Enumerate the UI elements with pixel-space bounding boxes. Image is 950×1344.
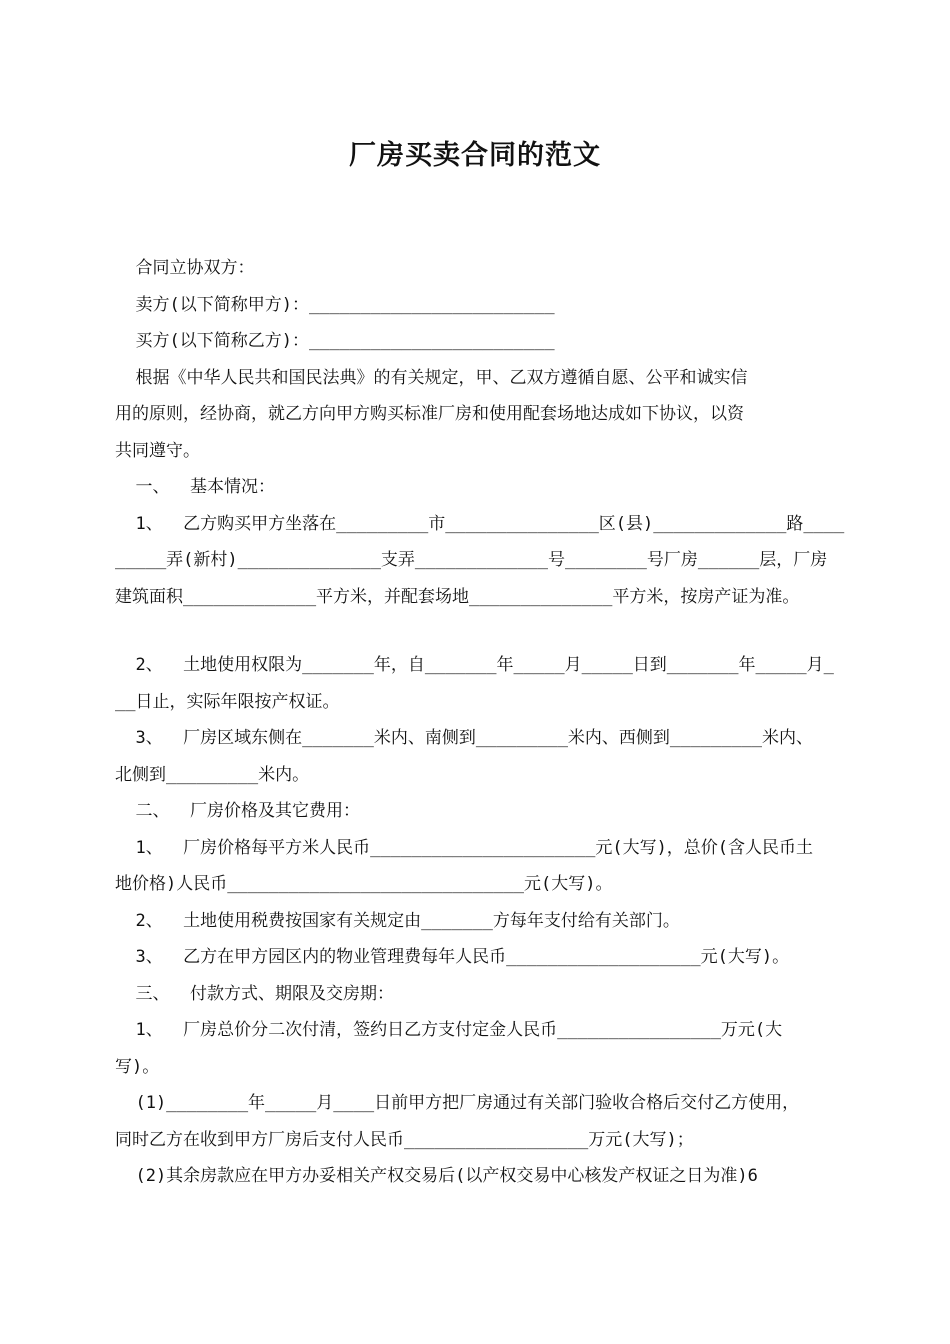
text-line: 1、 厂房总价分二次付清，签约日乙方支付定金人民币________________万元(大 — [115, 1020, 783, 1040]
text-line: 3、 厂房区域东侧在_______米内、南侧到_________米内、西侧到_________米内、 — [115, 728, 814, 748]
text-line: 合同立协双方： — [115, 258, 255, 278]
text-line: 3、 乙方在甲方园区内的物业管理费每年人民币___________________元(大写)。 — [115, 947, 790, 967]
text-line: 建筑面积_____________平方米，并配套场地______________平方米，按房产证为准。 — [115, 586, 800, 607]
text-line: 三、 付款方式、期限及交房期： — [115, 983, 394, 1004]
document-body — [115, 250, 845, 1195]
paragraph-gap — [115, 615, 845, 647]
text-line: 根据《中华人民共和国民法典》的有关规定，甲、乙双方遵循自愿、公平和诚实信 — [115, 367, 748, 388]
text-line: (2)其余房款应在甲方办妥相关产权交易后(以产权交易中心核发产权证之日为准)6 — [115, 1166, 758, 1186]
text-line: __日止，实际年限按产权证。 — [115, 691, 340, 712]
text-line: 2、 土地使用税费按国家有关规定由_______方每年支付给有关部门。 — [115, 910, 680, 931]
text-line: 一、 基本情况： — [115, 477, 275, 497]
text-line: 写)。 — [115, 1056, 160, 1077]
text-line: 用的原则，经协商，就乙方向甲方购买标准厂房和使用配套场地达成如下协议，以资 — [115, 404, 744, 424]
text-line: 地价格)人民币_____________________________元(大写)。 — [115, 874, 613, 894]
text-line: 2、 土地使用权限为_______年，自_______年_____月_____日到_______年_____月_ — [115, 655, 834, 675]
text-line: 北侧到_________米内。 — [115, 764, 310, 785]
document-title: 厂房买卖合同的范文 — [349, 140, 601, 171]
text-line: 买方(以下简称乙方)：________________________ — [115, 331, 555, 351]
text-line: 卖方(以下简称甲方)：________________________ — [115, 294, 555, 315]
text-line: (1)________年_____月____日前甲方把厂房通过有关部门验收合格后交付乙方使用， — [115, 1093, 800, 1113]
text-line: 1、 乙方购买甲方坐落在_________市_______________区(县)_____________路____ — [115, 513, 845, 534]
text-line: _____弄(新村)______________支弄_____________号________号厂房______层，厂房 — [115, 550, 828, 570]
text-line: 共同遵守。 — [115, 440, 200, 461]
text-line: 二、 厂房价格及其它费用： — [115, 801, 360, 821]
text-line: 同时乙方在收到甲方厂房后支付人民币__________________万元(大写)； — [115, 1129, 694, 1150]
text-line: 1、 厂房价格每平方米人民币______________________元(大写)，总价(含人民币土 — [115, 837, 814, 858]
